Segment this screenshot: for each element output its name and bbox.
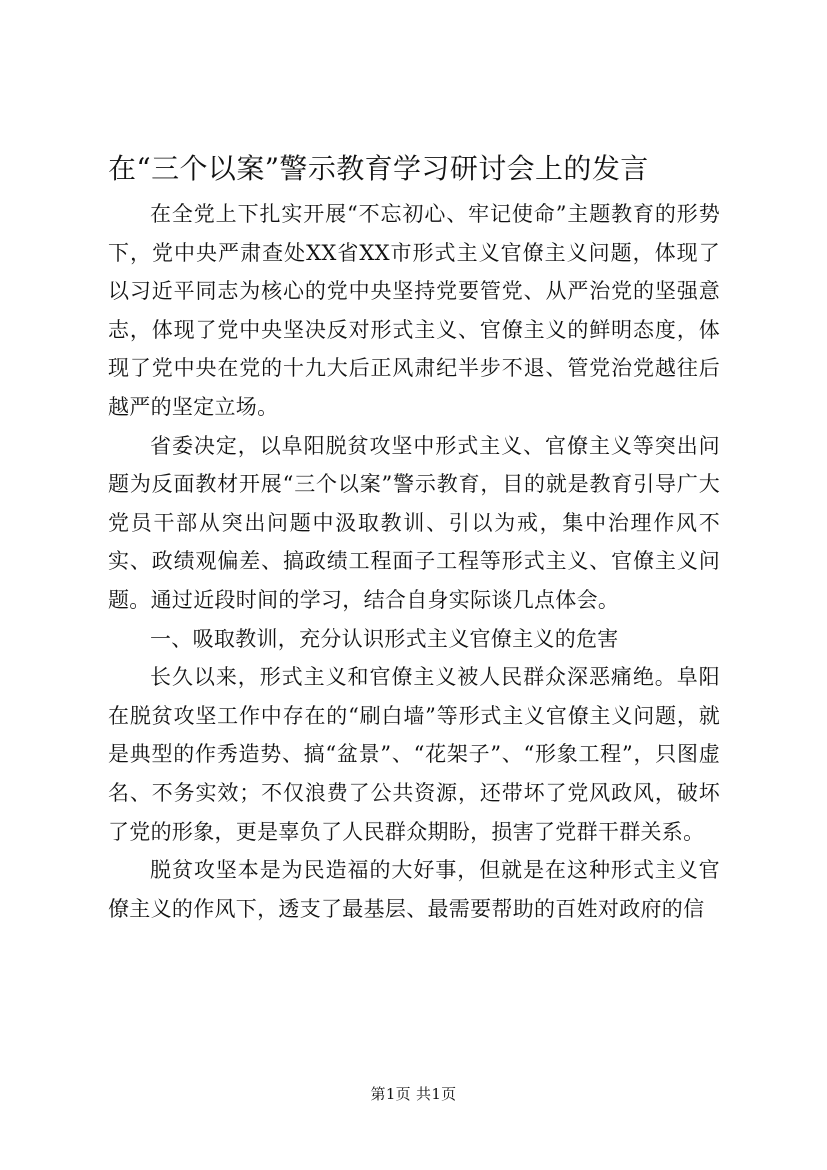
paragraph-1: 在全党上下扎实开展“不忘初心、牢记使命”主题教育的形势下，党中央严肃查处XX省XX市形式主义官僚主义问题，体现了以习近平同志为核心的党中央坚持党要管党、从严治党的坚强意志，体现了党中央坚决反对形式主义、官僚主义的鲜明态度，体现了党中央在党的十九大后正风肃纪半步不退、管党治党越往后越严的坚定立场。 [108,202,720,419]
document-body [108,195,720,928]
document-title: 在“三个以案”警示教育学习研讨会上的发言 [108,152,649,185]
paragraph-2: 省委决定，以阜阳脱贫攻坚中形式主义、官僚主义等突出问题为反面教材开展“三个以案”警示教育，目的就是教育引导广大党员干部从突出问题中汲取教训、引以为戒，集中治理作风不实、政绩观偏差、搞政绩工程面子工程等形式主义、官僚主义问题。通过近段时间的学习，结合自身实际谈几点体会。 [108,433,720,612]
paragraph-4: 脱贫攻坚本是为民造福的大好事，但就是在这种形式主义官僚主义的作风下，透支了最基层、最需要帮助的百姓对政府的信 [108,858,720,921]
paragraph-3: 长久以来，形式主义和官僚主义被人民群众深恶痛绝。阜阳在脱贫攻坚工作中存在的“刷白墙”等形式主义官僚主义问题，就是典型的作秀造势、搞“盆景”、“花架子”、“形象工程”，只图虚名、不务实效；不仅浪费了公共资源，还带坏了党风政风，破坏了党的形象，更是辜负了人民群众期盼，损害了党群干群关系。 [108,665,720,844]
page-number-footer: 第1页 共1页 [370,1085,457,1103]
section-heading-1: 一、吸取教训，充分认识形式主义官僚主义的危害 [150,626,619,651]
